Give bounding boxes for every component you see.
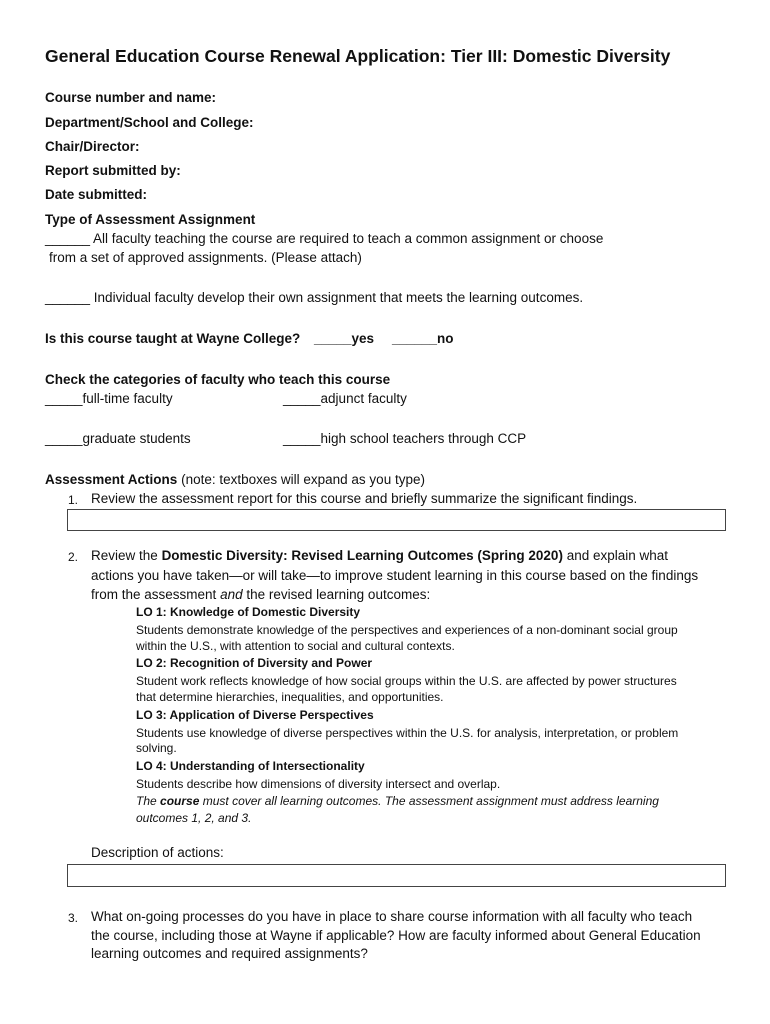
lo-2-line-1: Student work reflects knowledge of how social groups within the U.S. are affected by power structures [136,674,677,688]
assessment-option-common: ______ All faculty teaching the course are required to teach a common assignment or choose [45,231,604,246]
item-2-number: 2. [68,550,79,564]
faculty-graduate: _____graduate students [45,431,191,446]
item-3-line-2: the course, including those at Wayne if applicable? How are faculty informed about General Education [91,928,701,943]
page-title: General Education Course Renewal Application: Tier III: Domestic Diversity [45,46,671,66]
item-2-pre: Review the [91,548,158,563]
item-1-text: Review the assessment report for this course and briefly summarize the significant findings. [91,491,638,506]
lo-3-line-2: solving. [136,741,177,755]
faculty-fulltime: _____full-time faculty [45,391,173,406]
lo-4-line-1: Students describe how dimensions of diversity intersect and overlap. [136,777,501,791]
coverage-note-rest: must cover all learning outcomes. The assessment assignment must address learning [202,794,659,808]
item-1-number: 1. [68,493,79,507]
assessment-type-heading: Type of Assessment Assignment [45,212,256,227]
findings-textbox[interactable] [67,509,726,531]
faculty-adjunct: _____adjunct faculty [283,391,407,406]
item-2-line-3-pre: from the assessment [91,587,217,602]
report-by-label: Report submitted by: [45,163,181,178]
department-label: Department/School and College: [45,115,254,130]
description-label: Description of actions: [91,845,224,860]
lo-2-line-2: that determine hierarchies, inequalities, and opportunities. [136,690,444,704]
faculty-highschool: _____high school teachers through CCP [283,431,527,446]
item-2-line-3-and: and [220,587,243,602]
course-name-label: Course number and name: [45,90,217,105]
assessment-actions-title: Assessment Actions [45,472,178,487]
wayne-no: ______no [392,331,454,346]
assessment-actions-heading [45,472,425,487]
lo-1-title: LO 1: Knowledge of Domestic Diversity [136,605,361,619]
coverage-note-course: course [160,794,200,808]
faculty-heading: Check the categories of faculty who teach this course [45,372,391,387]
lo-3-line-1: Students use knowledge of diverse perspectives within the U.S. for analysis, interpretation, or problem [136,726,679,740]
description-textbox[interactable] [67,864,726,887]
lo-1-line-2: within the U.S., with attention to social and cultural contexts. [136,639,455,653]
item-3-number: 3. [68,911,79,925]
item-3-line-1: What on-going processes do you have in place to share course information with all faculty who teach [91,909,693,924]
item-2-post: and explain what [566,548,669,563]
lo-4-title: LO 4: Understanding of Intersectionality [136,759,365,773]
lo-3-title: LO 3: Application of Diverse Perspectives [136,708,374,722]
assessment-actions-note: (note: textboxes will expand as you type) [181,472,425,487]
date-label: Date submitted: [45,187,148,202]
item-2-line-3 [91,587,430,602]
lo-2-title: LO 2: Recognition of Diversity and Power [136,656,373,670]
wayne-yes: _____yes [314,331,375,346]
coverage-note-line-2: outcomes 1, 2, and 3. [136,811,252,825]
lo-1-line-1: Students demonstrate knowledge of the perspectives and experiences of a non-dominant social group [136,623,678,637]
item-2-line-2: actions you have taken—or will take—to improve student learning in this course based on the findings [91,568,699,583]
coverage-note [136,794,659,808]
item-2-bold: Domestic Diversity: Revised Learning Outcomes (Spring 2020) [161,548,563,563]
coverage-note-the: The [136,794,157,808]
chair-label: Chair/Director: [45,139,140,154]
item-3-line-3: learning outcomes and required assignments? [91,946,368,961]
wayne-question: Is this course taught at Wayne College? [45,331,301,346]
item-2-line-3-post: the revised learning outcomes: [246,587,431,602]
assessment-option-individual: ______ Individual faculty develop their own assignment that meets the learning outcomes. [45,290,584,305]
assessment-option-common-cont: from a set of approved assignments. (Please attach) [49,250,362,265]
item-2-line-1 [91,548,668,563]
